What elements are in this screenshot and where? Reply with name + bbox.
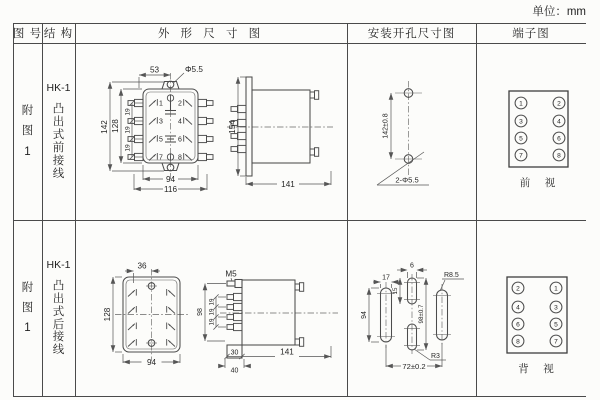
header-fig-no: 图 号 bbox=[12, 28, 43, 40]
dim-142-tol: 142±0.8 bbox=[382, 113, 390, 139]
view-caption-back: 背 视 bbox=[518, 363, 556, 375]
terminal-diagram-front bbox=[476, 43, 586, 220]
terminal-num: 8 bbox=[178, 154, 182, 162]
slot-centerlines bbox=[386, 274, 442, 354]
row2-structure-label: 凸出式后接线 bbox=[52, 279, 65, 357]
dim-154: 154 bbox=[228, 120, 237, 134]
terminal-num: 2 bbox=[178, 100, 182, 108]
row1-model: HK-1 bbox=[46, 82, 71, 95]
row1-fig-cell bbox=[13, 43, 42, 220]
header-terminal: 端子图 bbox=[512, 28, 550, 40]
row2-fig-cell bbox=[13, 220, 42, 396]
dim-128: 128 bbox=[103, 307, 112, 322]
terminal-num: 5 bbox=[519, 135, 523, 143]
dim-36: 36 bbox=[137, 261, 147, 271]
dim-6: 6 bbox=[410, 262, 414, 270]
terminal-num: 2 bbox=[516, 285, 520, 293]
dim-53: 53 bbox=[149, 65, 160, 75]
row1-structure-cell bbox=[42, 43, 75, 220]
dim-94: 94 bbox=[146, 358, 157, 367]
dim-30: 30 bbox=[230, 349, 239, 357]
terminal-num: 7 bbox=[519, 152, 523, 160]
terminal-num: 2 bbox=[557, 100, 561, 108]
terminal-num: 8 bbox=[516, 338, 520, 346]
outline-drawing-rear-wiring bbox=[75, 220, 347, 396]
row1-structure-label: 凸出式前接线 bbox=[52, 103, 65, 180]
terminal-num: 3 bbox=[159, 118, 163, 126]
side-dims bbox=[236, 77, 331, 186]
dim-pitch-19: 19 bbox=[124, 144, 132, 152]
dim-98: 98 bbox=[197, 308, 204, 316]
rear-side-studs bbox=[227, 293, 242, 330]
dim-pitch-19: 19 bbox=[208, 298, 216, 306]
terminal-num: 3 bbox=[554, 304, 558, 312]
row1-fig-label: 附图1 bbox=[21, 105, 34, 158]
relay-side-body bbox=[246, 77, 319, 176]
header-mounting: 安装开孔尺寸图 bbox=[367, 28, 456, 40]
dim-94: 94 bbox=[361, 311, 368, 319]
row2-model: HK-1 bbox=[46, 258, 71, 271]
terminal-num: 6 bbox=[516, 321, 520, 329]
header-structure: 结 构 bbox=[43, 28, 74, 40]
dim-pitch-19: 19 bbox=[124, 126, 132, 134]
terminal-num: 6 bbox=[178, 136, 182, 144]
terminal-num: 8 bbox=[557, 152, 561, 160]
dim-r85: R8.5 bbox=[444, 272, 459, 279]
dim-hole-phi55: Φ5.5 bbox=[185, 65, 203, 74]
terminal-num: 1 bbox=[159, 100, 163, 108]
terminal-num: 1 bbox=[519, 100, 523, 108]
dim-15: 15 bbox=[392, 287, 399, 295]
terminal-num: 7 bbox=[554, 338, 558, 346]
row2-fig-label: 附图1 bbox=[21, 281, 34, 335]
row2-structure-cell bbox=[42, 220, 75, 396]
terminal-num: 5 bbox=[159, 136, 163, 144]
terminal-diagram-back bbox=[476, 220, 586, 396]
dim-pitch-19: 19 bbox=[208, 318, 216, 326]
dim-m5: M5 bbox=[225, 269, 237, 279]
dim-40: 40 bbox=[230, 367, 239, 375]
dim-pitch-19: 19 bbox=[124, 108, 132, 116]
front-dims bbox=[108, 73, 207, 192]
terminal-num: 1 bbox=[554, 285, 558, 293]
dim-pitch-19: 19 bbox=[208, 308, 216, 316]
rear-dims bbox=[111, 269, 180, 365]
table-border-bottom bbox=[13, 396, 586, 397]
mounting-slots bbox=[377, 278, 451, 350]
dim-2-phi55: 2-Φ5.5 bbox=[395, 175, 419, 185]
mounting-drawing-front-wiring bbox=[347, 43, 476, 220]
dim-r3: R3 bbox=[431, 353, 440, 360]
rear-side-dims bbox=[203, 278, 331, 368]
terminal-num: 7 bbox=[159, 154, 163, 162]
terminal-num: 3 bbox=[519, 118, 523, 126]
terminal-num: 4 bbox=[178, 118, 182, 126]
terminal-num: 5 bbox=[554, 321, 558, 329]
unit-note: 单位：mm bbox=[532, 6, 586, 18]
dim-142: 142 bbox=[100, 120, 109, 134]
dim-72-tol: 72±0.2 bbox=[402, 362, 426, 371]
dim-141: 141 bbox=[280, 347, 294, 357]
terminal-num: 6 bbox=[557, 135, 561, 143]
mounting-drawing-rear-wiring bbox=[347, 220, 476, 396]
header-outline: 外 形 尺 寸 图 bbox=[157, 28, 265, 40]
dim-17: 17 bbox=[382, 274, 390, 282]
relay-rear-side-body bbox=[227, 280, 304, 359]
terminal-num: 4 bbox=[516, 304, 520, 312]
dim-116: 116 bbox=[163, 185, 178, 194]
dim-128: 128 bbox=[111, 119, 120, 133]
dim-98-tol: 98±0.7 bbox=[418, 304, 425, 324]
dim-94: 94 bbox=[165, 175, 176, 184]
view-caption-front: 前 视 bbox=[519, 177, 558, 189]
dim-141: 141 bbox=[281, 180, 295, 189]
terminal-num: 4 bbox=[557, 118, 561, 126]
outline-drawing-front-wiring bbox=[75, 43, 347, 220]
